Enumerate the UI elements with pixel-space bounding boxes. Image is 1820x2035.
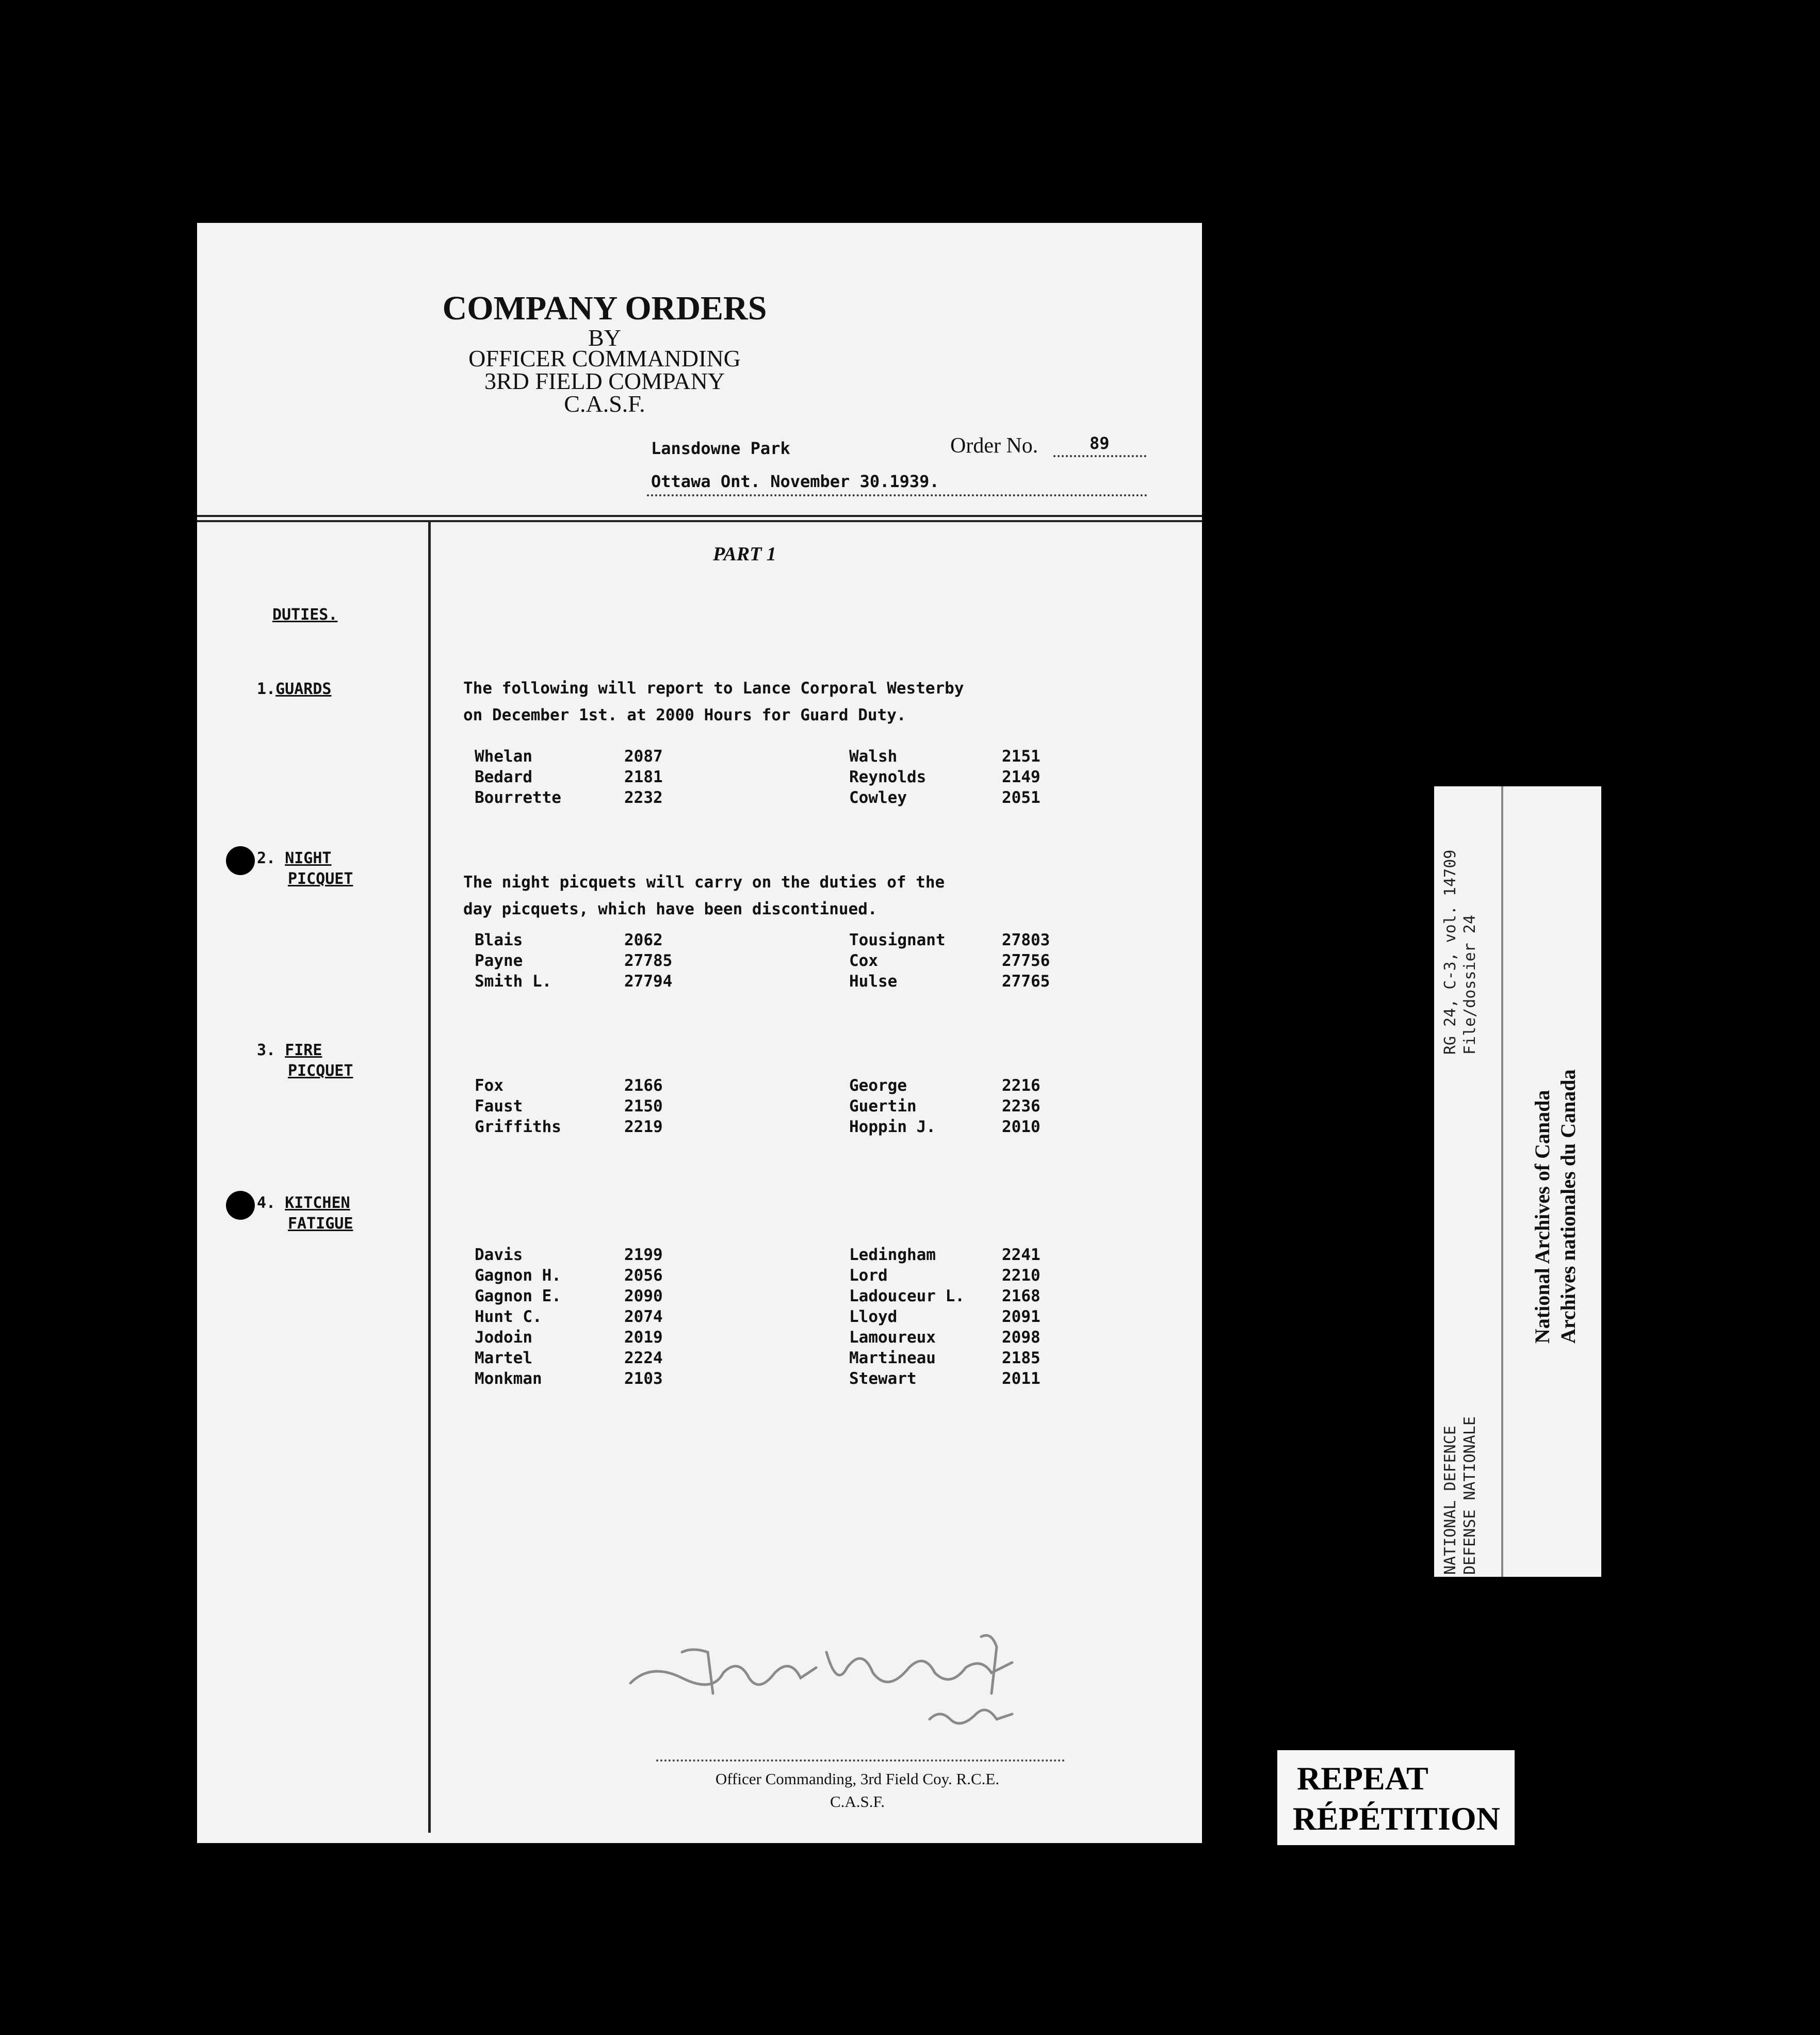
guards-text-1: The following will report to Lance Corporal Westerby [463,679,964,698]
kitchen-roster-number: 2090 [624,1287,663,1305]
kitchen-roster-number: 2074 [624,1307,663,1326]
kitchen-roster-number: 2103 [624,1369,663,1388]
archive-label [1434,786,1601,1577]
guards-roster-number: 2181 [624,768,663,786]
header-line-2: 3RD FIELD COMPANY [484,368,725,394]
archive-reference-1: RG 24, C-3, vol. 14709 [1441,849,1459,1055]
date-line [647,470,1147,496]
night-text-2: day picquets, which have been discontinued. [463,900,878,918]
duties-label: DUTIES. [272,606,338,624]
punch-hole-2 [226,1191,255,1220]
kitchen-roster-name: Ladouceur L. [849,1287,965,1305]
guards-roster-number: 2051 [1002,788,1041,807]
kitchen-roster-name: Monkman [475,1369,542,1388]
kitchen-roster-name: Gagnon H. [475,1266,561,1285]
city-date: Ottawa Ont. November 30.1939. [651,472,939,491]
location: Lansdowne Park [651,439,790,458]
night-title-1: NIGHT [285,849,332,867]
kitchen-title-2: FATIGUE [288,1215,353,1233]
part-heading: PART 1 [713,543,776,565]
night-roster-number: 27794 [624,972,673,991]
night-roster-number: 2062 [624,931,663,949]
night-roster-number: 27765 [1002,972,1050,991]
document-title: COMPANY ORDERS [442,289,767,327]
night-roster-name: Blais [475,931,523,949]
order-number: 89 [1090,433,1110,453]
fire-roster-name: Fox [475,1076,503,1095]
signature-line [656,1759,1065,1762]
label-fold-line [1501,786,1503,1577]
order-document [197,223,1202,1843]
kitchen-roster-name: Ledingham [849,1246,936,1264]
stamp-line-1: REPEAT [1297,1760,1428,1797]
guards-text-2: on December 1st. at 2000 Hours for Guard Duty. [463,706,906,724]
stamp-line-2: RÉPÉTITION [1293,1800,1500,1837]
guards-roster-number: 2151 [1002,747,1041,766]
order-number-line [1053,432,1146,457]
fire-roster-number: 2010 [1002,1118,1041,1136]
kitchen-roster-number: 2210 [1002,1266,1041,1285]
fire-roster-name: Faust [475,1097,523,1116]
kitchen-roster-number: 2241 [1002,1246,1041,1264]
guards-roster-name: Reynolds [849,768,927,786]
fire-roster-number: 2219 [624,1118,663,1136]
fire-roster-name: Griffiths [475,1118,561,1136]
kitchen-roster-name: Lord [849,1266,888,1285]
kitchen-roster-name: Hunt C. [475,1307,542,1326]
kitchen-roster-name: Jodoin [475,1328,532,1347]
kitchen-roster-name: Davis [475,1246,523,1264]
fire-number: 3. [257,1041,276,1059]
night-roster-number: 27785 [624,951,673,970]
guards-instruction [463,675,964,729]
archives-name-en: National Archives of Canada [1531,1090,1554,1344]
kitchen-roster-name: Stewart [849,1369,917,1388]
night-roster-number: 27803 [1002,931,1050,949]
signature-caption-2: C.A.S.F. [830,1792,885,1811]
night-instruction [463,869,945,923]
kitchen-roster-number: 2019 [624,1328,663,1347]
fire-roster-name: George [849,1076,907,1095]
header-by: BY [588,325,621,351]
night-label [257,848,353,890]
fire-roster-name: Guertin [849,1097,917,1116]
header-rule-bottom [197,520,1202,522]
archives-name-fr: Archives nationales du Canada [1556,1069,1580,1344]
kitchen-roster-number: 2098 [1002,1328,1041,1347]
kitchen-roster-number: 2056 [624,1266,663,1285]
guards-roster-number: 2232 [624,788,663,807]
handwritten-signature [620,1616,1084,1750]
night-number: 2. [257,849,276,867]
punch-hole-1 [226,846,255,875]
signature-caption-1: Officer Commanding, 3rd Field Coy. R.C.E. [715,1770,1000,1788]
department-en: NATIONAL DEFENCE [1441,1426,1459,1575]
guards-roster-name: Whelan [475,747,532,766]
night-roster-name: Hulse [849,972,898,991]
guards-roster-name: Bourrette [475,788,561,807]
kitchen-roster-name: Lloyd [849,1307,898,1326]
fire-roster-number: 2236 [1002,1097,1041,1116]
night-roster-number: 27756 [1002,951,1050,970]
order-label: Order No. [950,434,1038,458]
header-line-1: OFFICER COMMANDING [468,345,741,372]
kitchen-roster-number: 2168 [1002,1287,1041,1305]
fire-title-1: FIRE [285,1041,322,1059]
fire-label [257,1040,353,1081]
kitchen-roster-name: Martel [475,1349,532,1367]
kitchen-roster-number: 2091 [1002,1307,1041,1326]
kitchen-roster-number: 2224 [624,1349,663,1367]
kitchen-title-1: KITCHEN [285,1194,350,1212]
kitchen-roster-number: 2185 [1002,1349,1041,1367]
repeat-stamp [1277,1750,1515,1845]
kitchen-roster-number: 2199 [624,1246,663,1264]
guards-number: 1. [257,680,276,698]
night-roster-name: Cox [849,951,878,970]
fire-roster-number: 2150 [624,1097,663,1116]
department-fr: DEFENSE NATIONALE [1461,1416,1479,1575]
fire-title-2: PICQUET [288,1062,353,1080]
fire-roster-number: 2166 [624,1076,663,1095]
guards-roster-name: Walsh [849,747,898,766]
fire-roster-number: 2216 [1002,1076,1041,1095]
guards-roster-number: 2149 [1002,768,1041,786]
night-roster-name: Payne [475,951,523,970]
guards-roster-name: Bedard [475,768,532,786]
kitchen-roster-name: Gagnon E. [475,1287,561,1305]
guards-roster-name: Cowley [849,788,907,807]
kitchen-roster-name: Martineau [849,1349,936,1367]
guards-title: GUARDS [275,680,332,698]
night-text-1: The night picquets will carry on the duties of the [463,873,945,892]
kitchen-roster-number: 2011 [1002,1369,1041,1388]
margin-rule [428,522,431,1833]
kitchen-roster-name: Lamoureux [849,1328,936,1347]
night-roster-name: Smith L. [475,972,552,991]
archive-reference-2: File/dossier 24 [1461,915,1479,1055]
kitchen-number: 4. [257,1194,276,1212]
guards-label [257,679,332,700]
night-roster-name: Tousignant [849,931,946,949]
header-rule-top [197,515,1202,517]
header-line-3: C.A.S.F. [564,391,645,417]
kitchen-label [257,1193,353,1234]
guards-roster-number: 2087 [624,747,663,766]
night-title-2: PICQUET [288,870,353,888]
fire-roster-name: Hoppin J. [849,1118,936,1136]
